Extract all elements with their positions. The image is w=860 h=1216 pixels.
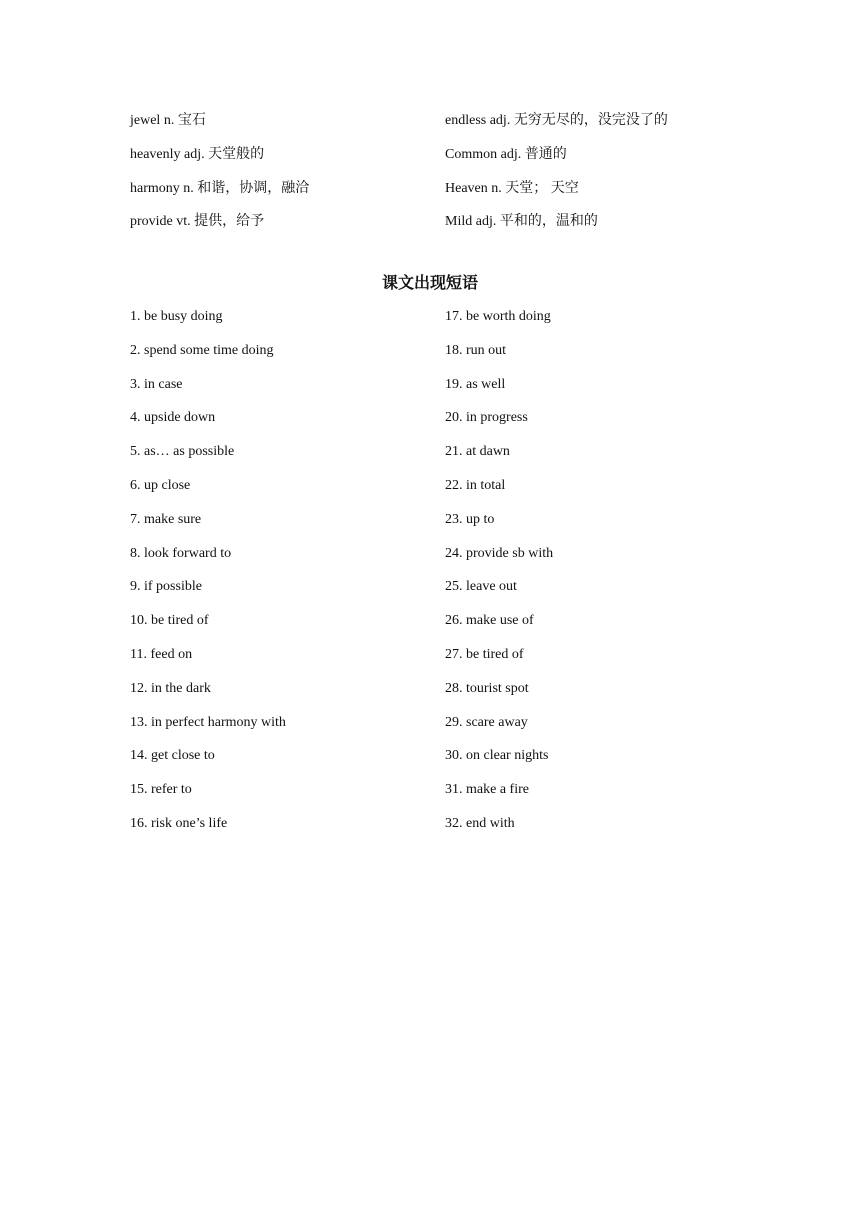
phrase-item: 23. up to — [445, 511, 495, 527]
phrases-list — [130, 307, 770, 848]
vocab-item: harmony n. 和谐，协调，融洽 — [130, 180, 310, 196]
phrase-row — [130, 780, 770, 814]
phrase-item: 7. make sure — [130, 511, 202, 527]
phrase-row — [130, 577, 770, 611]
phrase-item: 31. make a fire — [445, 782, 529, 798]
phrase-item: 19. as well — [445, 376, 506, 392]
phrase-item: 18. run out — [445, 342, 507, 358]
vocab-item: Heaven n. 天堂； 天空 — [445, 180, 579, 196]
phrase-row — [130, 442, 770, 476]
phrase-item: 3. in case — [130, 376, 183, 392]
vocab-item: jewel n. 宝石 — [130, 113, 206, 128]
phrase-row — [130, 375, 770, 409]
phrase-item: 2. spend some time doing — [130, 342, 274, 358]
phrase-item: 6. up close — [130, 477, 191, 493]
phrase-item: 16. risk one’s life — [130, 815, 228, 831]
phrase-item: 27. be tired of — [445, 646, 524, 662]
phrase-item: 17. be worth doing — [445, 309, 551, 324]
phrase-row — [130, 679, 770, 713]
phrase-item: 21. at dawn — [445, 444, 510, 460]
phrase-item: 29. scare away — [445, 714, 528, 730]
phrase-item: 11. feed on — [130, 646, 193, 662]
phrase-item: 26. make use of — [445, 613, 534, 629]
phrase-item: 9. if possible — [130, 579, 202, 595]
phrases-heading: 课文出现短语 — [381, 273, 478, 292]
phrase-row — [130, 476, 770, 510]
phrase-item: 14. get close to — [130, 748, 215, 764]
phrase-item: 22. in total — [445, 477, 506, 493]
phrase-item: 24. provide sb with — [445, 545, 554, 561]
phrase-row — [130, 341, 770, 375]
phrase-item: 1. be busy doing — [130, 309, 223, 324]
phrase-item: 25. leave out — [445, 579, 517, 595]
phrase-row — [130, 746, 770, 780]
phrase-item: 32. end with — [445, 815, 515, 831]
vocab-item: Mild adj. 平和的，温和的 — [445, 214, 598, 230]
vocab-row — [130, 111, 770, 145]
phrase-item: 20. in progress — [445, 410, 528, 426]
phrase-row — [130, 510, 770, 544]
vocab-row — [130, 212, 770, 246]
phrase-row — [130, 611, 770, 645]
phrase-item: 8. look forward to — [130, 545, 232, 561]
phrase-row — [130, 408, 770, 442]
phrase-row — [130, 713, 770, 747]
phrase-row — [130, 544, 770, 578]
phrase-item: 4. upside down — [130, 410, 216, 426]
phrase-item: 5. as… as possible — [130, 444, 235, 460]
vocab-row — [130, 179, 770, 213]
phrase-item: 10. be tired of — [130, 613, 209, 629]
phrase-item: 13. in perfect harmony with — [130, 714, 286, 730]
phrase-row — [130, 645, 770, 679]
vocab-item: heavenly adj. 天堂般的 — [130, 146, 265, 162]
phrase-row — [130, 814, 770, 848]
phrase-item: 28. tourist spot — [445, 680, 529, 696]
phrase-item: 12. in the dark — [130, 680, 211, 696]
vocabulary-list — [130, 111, 770, 246]
vocab-item: endless adj. 无穷无尽的，没完没了的 — [445, 113, 668, 128]
phrase-row — [130, 307, 770, 341]
vocab-row — [130, 145, 770, 179]
phrase-item: 30. on clear nights — [445, 748, 549, 764]
vocab-item: Common adj. 普通的 — [445, 146, 567, 162]
phrase-item: 15. refer to — [130, 782, 192, 798]
vocab-item: provide vt. 提供，给予 — [130, 214, 265, 230]
